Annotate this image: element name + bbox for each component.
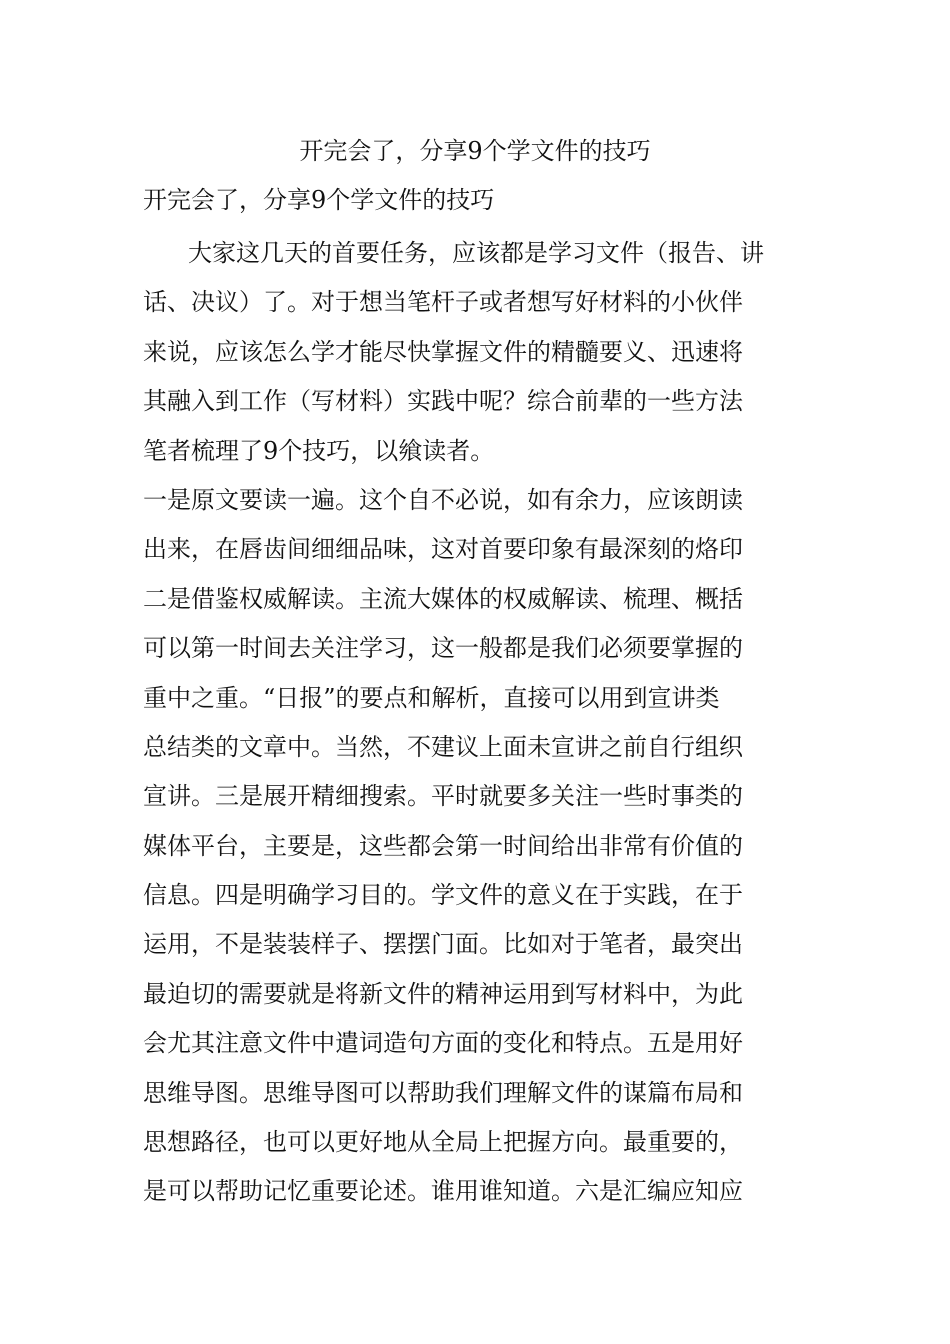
paragraph-line: 最迫切的需要就是将新文件的精神运用到写材料中，为此 bbox=[143, 979, 743, 1008]
paragraph-line: 重中之重。“日报”的要点和解析，直接可以用到宣讲类 bbox=[143, 683, 720, 712]
paragraph-line: 二是借鉴权威解读。主流大媒体的权威解读、梳理、概括 bbox=[143, 584, 743, 613]
paragraph-line: 运用，不是装装样子、摆摆门面。比如对于笔者，最突出 bbox=[143, 930, 743, 959]
paragraph-line: 可以第一时间去关注学习，这一般都是我们必须要掌握的 bbox=[143, 634, 743, 663]
paragraph-line: 其融入到工作（写材料）实践中呢？综合前辈的一些方法 bbox=[143, 387, 743, 416]
document-subtitle: 开完会了，分享9个学文件的技巧 bbox=[143, 186, 495, 214]
paragraph-line: 出来，在唇齿间细细品味，这对首要印象有最深刻的烙印 bbox=[143, 535, 743, 564]
paragraph-line: 大家这几天的首要任务，应该都是学习文件（报告、讲 bbox=[188, 239, 764, 267]
paragraph-line: 思想路径，也可以更好地从全局上把握方向。最重要的， bbox=[143, 1128, 743, 1157]
document-body bbox=[143, 229, 808, 1217]
paragraph-line: 笔者梳理了9个技巧，以飨读者。 bbox=[143, 436, 495, 465]
paragraph-line: 来说，应该怎么学才能尽快掌握文件的精髓要义、迅速将 bbox=[143, 337, 743, 366]
paragraph-line: 宣讲。三是展开精细搜索。平时就要多关注一些时事类的 bbox=[143, 782, 743, 811]
paragraph-line: 是可以帮助记忆重要论述。谁用谁知道。六是汇编应知应 bbox=[143, 1177, 743, 1206]
paragraph-line: 思维导图。思维导图可以帮助我们理解文件的谋篇布局和 bbox=[143, 1078, 743, 1107]
paragraph-line: 话、决议）了。对于想当笔杆子或者想写好材料的小伙伴 bbox=[143, 288, 743, 317]
paragraph-line: 总结类的文章中。当然，不建议上面未宣讲之前自行组织 bbox=[143, 732, 743, 761]
paragraph-line: 会尤其注意文件中遣词造句方面的变化和特点。五是用好 bbox=[143, 1029, 743, 1058]
document-title: 开完会了，分享9个学文件的技巧 bbox=[299, 137, 651, 165]
paragraph-line: 一是原文要读一遍。这个自不必说，如有余力，应该朗读 bbox=[143, 485, 743, 514]
paragraph-line: 信息。四是明确学习目的。学文件的意义在于实践，在于 bbox=[143, 881, 743, 910]
paragraph-line: 媒体平台，主要是，这些都会第一时间给出非常有价值的 bbox=[143, 831, 743, 860]
